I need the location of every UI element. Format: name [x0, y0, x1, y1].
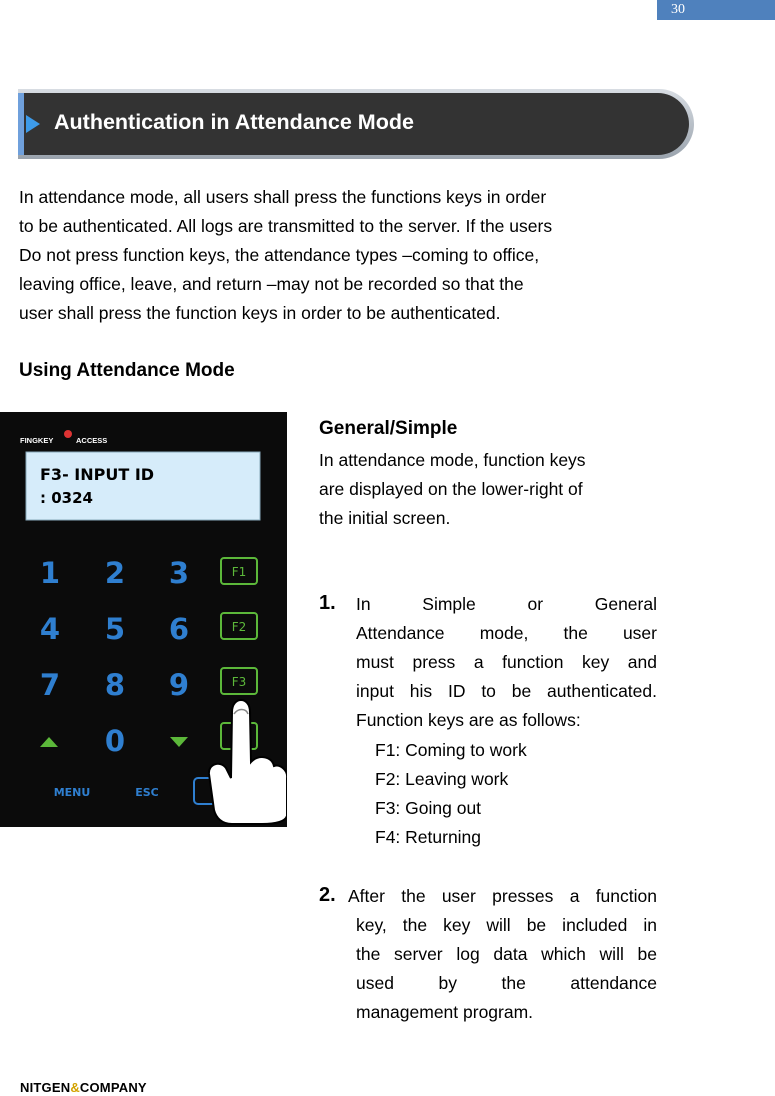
- step-1-line: Function keys are as follows:: [356, 710, 581, 730]
- key-7: 7: [39, 668, 61, 702]
- intro-line: user shall press the function keys in order to be authenticated.: [19, 303, 501, 323]
- menu-key: MENU: [53, 786, 91, 799]
- keypad-device-image: [0, 412, 287, 827]
- page-number: [657, 0, 775, 20]
- device-brand-right: ACCESS: [76, 436, 108, 445]
- key-8: 8: [104, 668, 126, 702]
- intro-line: leaving office, leave, and return –may not be recorded so that the: [19, 274, 524, 294]
- footer-logo: [20, 1080, 147, 1095]
- step-1-line: input his ID to be authenticated.: [356, 681, 657, 701]
- function-key-f4: F4: Returning: [375, 827, 482, 847]
- step-1-line: Attendance mode, the user: [356, 623, 657, 643]
- footer-brand-right: COMPANY: [79, 1080, 147, 1095]
- key-6: 6: [168, 612, 190, 646]
- step-1-number: 1.: [319, 592, 336, 614]
- lcd-screen: [26, 452, 260, 520]
- step-1-line: must press a function key and: [356, 652, 657, 672]
- intro-line: Do not press function keys, the attendance types –coming to office,: [19, 245, 540, 265]
- lcd-line-2: : 0324: [40, 489, 93, 507]
- function-key-f1: F1: Coming to work: [375, 740, 527, 760]
- footer-brand-left: NITGEN: [20, 1080, 71, 1095]
- key-1: 1: [39, 556, 61, 590]
- step-1-line: In Simple or General: [356, 594, 657, 614]
- step-2-line: management program.: [356, 1002, 534, 1022]
- step-2-line: After the user presses a function: [348, 886, 657, 906]
- key-f3: F3: [231, 675, 247, 689]
- step-2-line: used by the attendance: [356, 973, 657, 993]
- key-2: 2: [104, 556, 126, 590]
- section-heading: Using Attendance Mode: [19, 360, 235, 381]
- step-2-text: [348, 882, 657, 1027]
- key-3: 3: [168, 556, 190, 590]
- footer-amp: &: [70, 1080, 80, 1095]
- step-2-line: the server log data which will be: [356, 944, 657, 964]
- step-1-text: [356, 590, 657, 735]
- step-2-line: key, the key will be included in: [356, 915, 657, 935]
- function-key-f2: F2: Leaving work: [375, 769, 509, 789]
- fingerprint-logo-icon: [64, 430, 72, 438]
- general-simple-heading: General/Simple: [319, 418, 458, 439]
- key-0: 0: [104, 724, 126, 758]
- intro-line: to be authenticated. All logs are transmitted to the server. If the users: [19, 216, 553, 236]
- general-simple-line: In attendance mode, function keys: [319, 450, 586, 470]
- device-brand-left: FINGKEY: [20, 436, 54, 445]
- step-2-number: 2.: [319, 884, 336, 906]
- key-4: 4: [39, 612, 61, 646]
- general-simple-line: are displayed on the lower-right of: [319, 479, 583, 499]
- general-simple-paragraph: [319, 446, 657, 533]
- lcd-line-1: F3- INPUT ID: [40, 465, 155, 484]
- page-number-text: 30: [671, 2, 685, 17]
- key-5: 5: [104, 612, 126, 646]
- intro-paragraph: [19, 183, 657, 328]
- general-simple-line: the initial screen.: [319, 508, 451, 528]
- key-9: 9: [168, 668, 190, 702]
- banner-title: Authentication in Attendance Mode: [54, 110, 414, 134]
- esc-key: ESC: [135, 786, 159, 799]
- intro-line: In attendance mode, all users shall press the functions keys in order: [19, 187, 547, 207]
- function-key-f3: F3: Going out: [375, 798, 482, 818]
- key-f1: F1: [231, 565, 247, 579]
- key-f2: F2: [231, 620, 247, 634]
